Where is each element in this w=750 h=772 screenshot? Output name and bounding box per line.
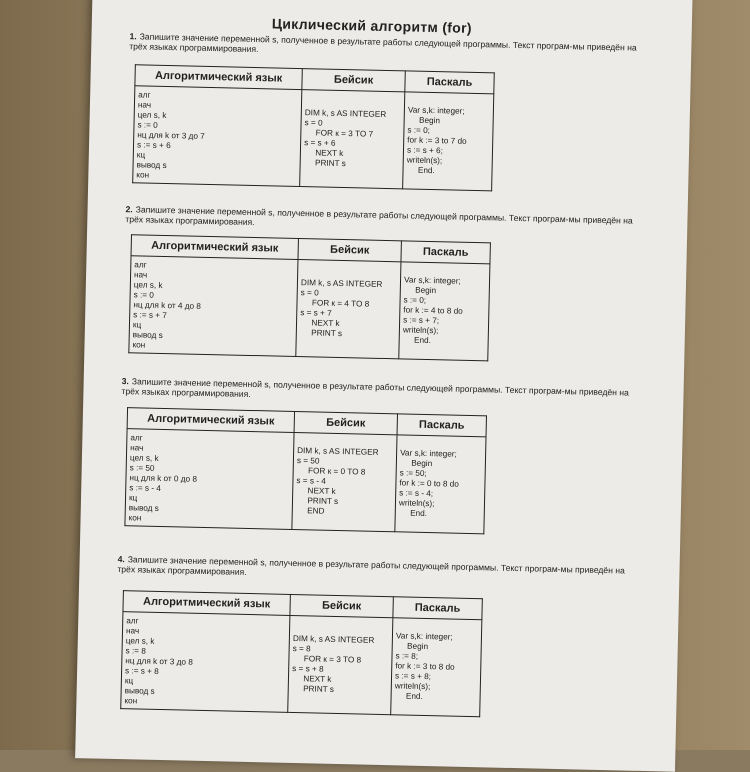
code-line: DIM k, s AS INTEGER <box>304 108 387 119</box>
code-line: кц <box>132 320 142 330</box>
code-line: End. <box>394 691 423 701</box>
task-2-instruction <box>125 204 645 236</box>
code-line: алг <box>134 260 147 270</box>
alg-code <box>133 86 302 187</box>
code-line: writeln(s); <box>406 155 443 166</box>
code-line: вывод s <box>124 686 155 696</box>
code-line: writeln(s); <box>398 498 435 509</box>
code-line: цел s, k <box>137 110 167 120</box>
code-line: нач <box>130 443 144 453</box>
pascal-code <box>399 262 490 361</box>
code-line: END <box>295 506 325 516</box>
code-line: кон <box>136 170 150 180</box>
alg-code <box>121 612 290 713</box>
task-4-table <box>120 590 483 717</box>
task-4-instruction <box>117 554 637 586</box>
task-number: 3. <box>121 376 129 387</box>
code-line: s := 8 <box>125 646 146 656</box>
code-line: s := s + 6; <box>406 145 444 156</box>
pascal-code <box>403 92 494 191</box>
code-line: Var s,k: integer; <box>403 275 461 286</box>
code-line: s := 0 <box>133 290 155 300</box>
task-number: 4. <box>117 554 125 565</box>
header-pascal: Паскаль <box>401 241 490 264</box>
code-line: алг <box>130 433 143 443</box>
header-pascal: Паскаль <box>397 414 486 437</box>
task-2-table <box>128 234 491 361</box>
code-line: нц для k от 0 до 8 <box>129 473 198 484</box>
basic-code <box>292 432 397 531</box>
code-line: Begin <box>395 641 429 652</box>
header-basic: Бейсик <box>302 69 405 92</box>
code-line: нач <box>125 626 140 636</box>
code-line: FOR к = 3 TO 7 <box>304 128 374 139</box>
code-line: s = s + 7 <box>300 308 332 318</box>
code-line: вывод s <box>132 330 163 340</box>
code-line: for k := 3 to 7 do <box>407 135 467 146</box>
code-line: Var s,k: integer; <box>407 105 465 116</box>
code-line: for k := 4 to 8 do <box>403 305 463 316</box>
code-line: кон <box>128 513 142 523</box>
code-line: PRINT s <box>291 683 335 694</box>
code-line: for k := 3 to 8 do <box>395 661 455 672</box>
alg-code <box>129 256 298 357</box>
code-line: NEXT k <box>303 148 344 159</box>
code-line: DIM k, s AS INTEGER <box>297 446 379 457</box>
code-line: нач <box>137 100 152 110</box>
code-line: s := s + 7 <box>133 310 167 321</box>
code-line: вывод s <box>128 503 159 513</box>
code-line: FOR к = 4 TO 8 <box>300 298 370 309</box>
page-title: Циклический алгоритм (for) <box>271 15 472 36</box>
code-line: s := 0; <box>403 295 427 305</box>
task-text: Запишите значение переменной s, полученное в результате работы следующей программы. Текст програм-мы приведён на трёх языках программирования. <box>117 554 625 577</box>
header-algorithmic: Алгоритмический язык <box>135 65 302 90</box>
code-line: PRINT s <box>303 158 346 169</box>
code-line: s := s - 4; <box>399 488 434 499</box>
code-line: End. <box>398 508 428 519</box>
task-text: Запишите значение переменной s, полученное в результате работы следующей программы. Текст програм-мы приведён на трёх языках программирования. <box>125 204 633 228</box>
code-line: s := 50; <box>399 468 427 478</box>
pascal-code <box>395 435 486 534</box>
code-line: End. <box>402 335 432 346</box>
header-basic: Бейсик <box>298 239 401 262</box>
code-line: DIM k, s AS INTEGER <box>292 634 375 645</box>
basic-code <box>296 260 401 359</box>
code-line: алг <box>126 616 139 626</box>
code-line: s := s - 4 <box>129 483 161 493</box>
code-line: нц для k от 3 до 8 <box>125 656 193 667</box>
code-line: s := 8; <box>395 651 419 661</box>
header-pascal: Паскаль <box>393 597 482 620</box>
code-line: s = 8 <box>292 644 311 654</box>
header-algorithmic: Алгоритмический язык <box>127 408 294 433</box>
code-line: кц <box>128 493 138 503</box>
code-line: s = s + 6 <box>304 138 336 148</box>
alg-code <box>125 429 294 530</box>
code-line: NEXT k <box>299 318 340 328</box>
header-algorithmic: Алгоритмический язык <box>131 235 298 260</box>
code-line: s = s - 4 <box>296 476 326 486</box>
code-line: s := 0; <box>407 125 431 135</box>
task-3-instruction <box>121 376 641 408</box>
code-line: кон <box>132 340 146 350</box>
task-number: 1. <box>129 31 137 42</box>
code-line: цел s, k <box>125 636 155 646</box>
code-line: Begin <box>403 285 437 296</box>
header-basic: Бейсик <box>294 411 397 434</box>
header-pascal: Паскаль <box>405 71 494 94</box>
code-line: алг <box>138 90 151 100</box>
code-line: writeln(s); <box>402 325 439 336</box>
code-line: s := 50 <box>129 463 155 473</box>
pascal-code <box>391 618 482 717</box>
code-line: FOR к = 0 TO 8 <box>296 466 366 477</box>
task-number: 2. <box>125 204 133 215</box>
code-line: цел s, k <box>129 453 159 463</box>
code-line: PRINT s <box>295 496 339 506</box>
code-line: вывод s <box>136 160 167 171</box>
code-line: s := 0 <box>137 120 158 130</box>
code-line: NEXT k <box>291 673 332 684</box>
header-basic: Бейсик <box>290 594 393 617</box>
code-line: s = s + 8 <box>292 663 324 674</box>
code-line: s = 0 <box>300 288 319 298</box>
worksheet-page <box>75 0 692 772</box>
basic-code <box>288 615 393 714</box>
code-line: Begin <box>399 458 433 469</box>
header-algorithmic: Алгоритмический язык <box>123 591 290 616</box>
task-text: Запишите значение переменной s, полученное в результате работы следующей программы. Текст програм-мы приведён на трёх языках программирования. <box>121 376 629 399</box>
code-line: цел s, k <box>133 280 163 290</box>
code-line: for k := 0 to 8 do <box>399 478 459 489</box>
code-line: End. <box>406 165 435 176</box>
code-line: PRINT s <box>299 328 343 339</box>
code-line: FOR к = 3 TO 8 <box>292 653 362 665</box>
code-line: s = 50 <box>296 456 320 466</box>
code-line: Var s,k: integer; <box>400 448 457 459</box>
code-line: s := s + 7; <box>403 315 440 326</box>
task-text: Запишите значение переменной s, полученное в результате работы следующей программы. Текст програм-мы приведён на трёх языках программирования. <box>129 31 637 55</box>
code-line: DIM k, s AS INTEGER <box>300 278 383 289</box>
task-3-table <box>124 407 487 534</box>
basic-code <box>300 90 405 189</box>
code-line: нц для k от 3 до 7 <box>137 130 205 141</box>
code-line: s := s + 8; <box>394 671 432 682</box>
code-line: NEXT k <box>296 486 336 496</box>
code-line: s := s + 6 <box>136 140 171 151</box>
code-line: s = 0 <box>304 118 323 128</box>
code-line: нц для k от 4 до 8 <box>133 300 202 311</box>
task-1-table <box>132 64 495 191</box>
code-line: кон <box>124 696 138 706</box>
code-line: нач <box>133 270 148 280</box>
code-line: s := s + 8 <box>125 666 159 676</box>
code-line: Begin <box>407 115 441 126</box>
code-line: Var s,k: integer; <box>395 631 453 642</box>
code-line: кц <box>136 150 146 160</box>
code-line: кц <box>124 676 134 686</box>
code-line: writeln(s); <box>394 681 431 692</box>
